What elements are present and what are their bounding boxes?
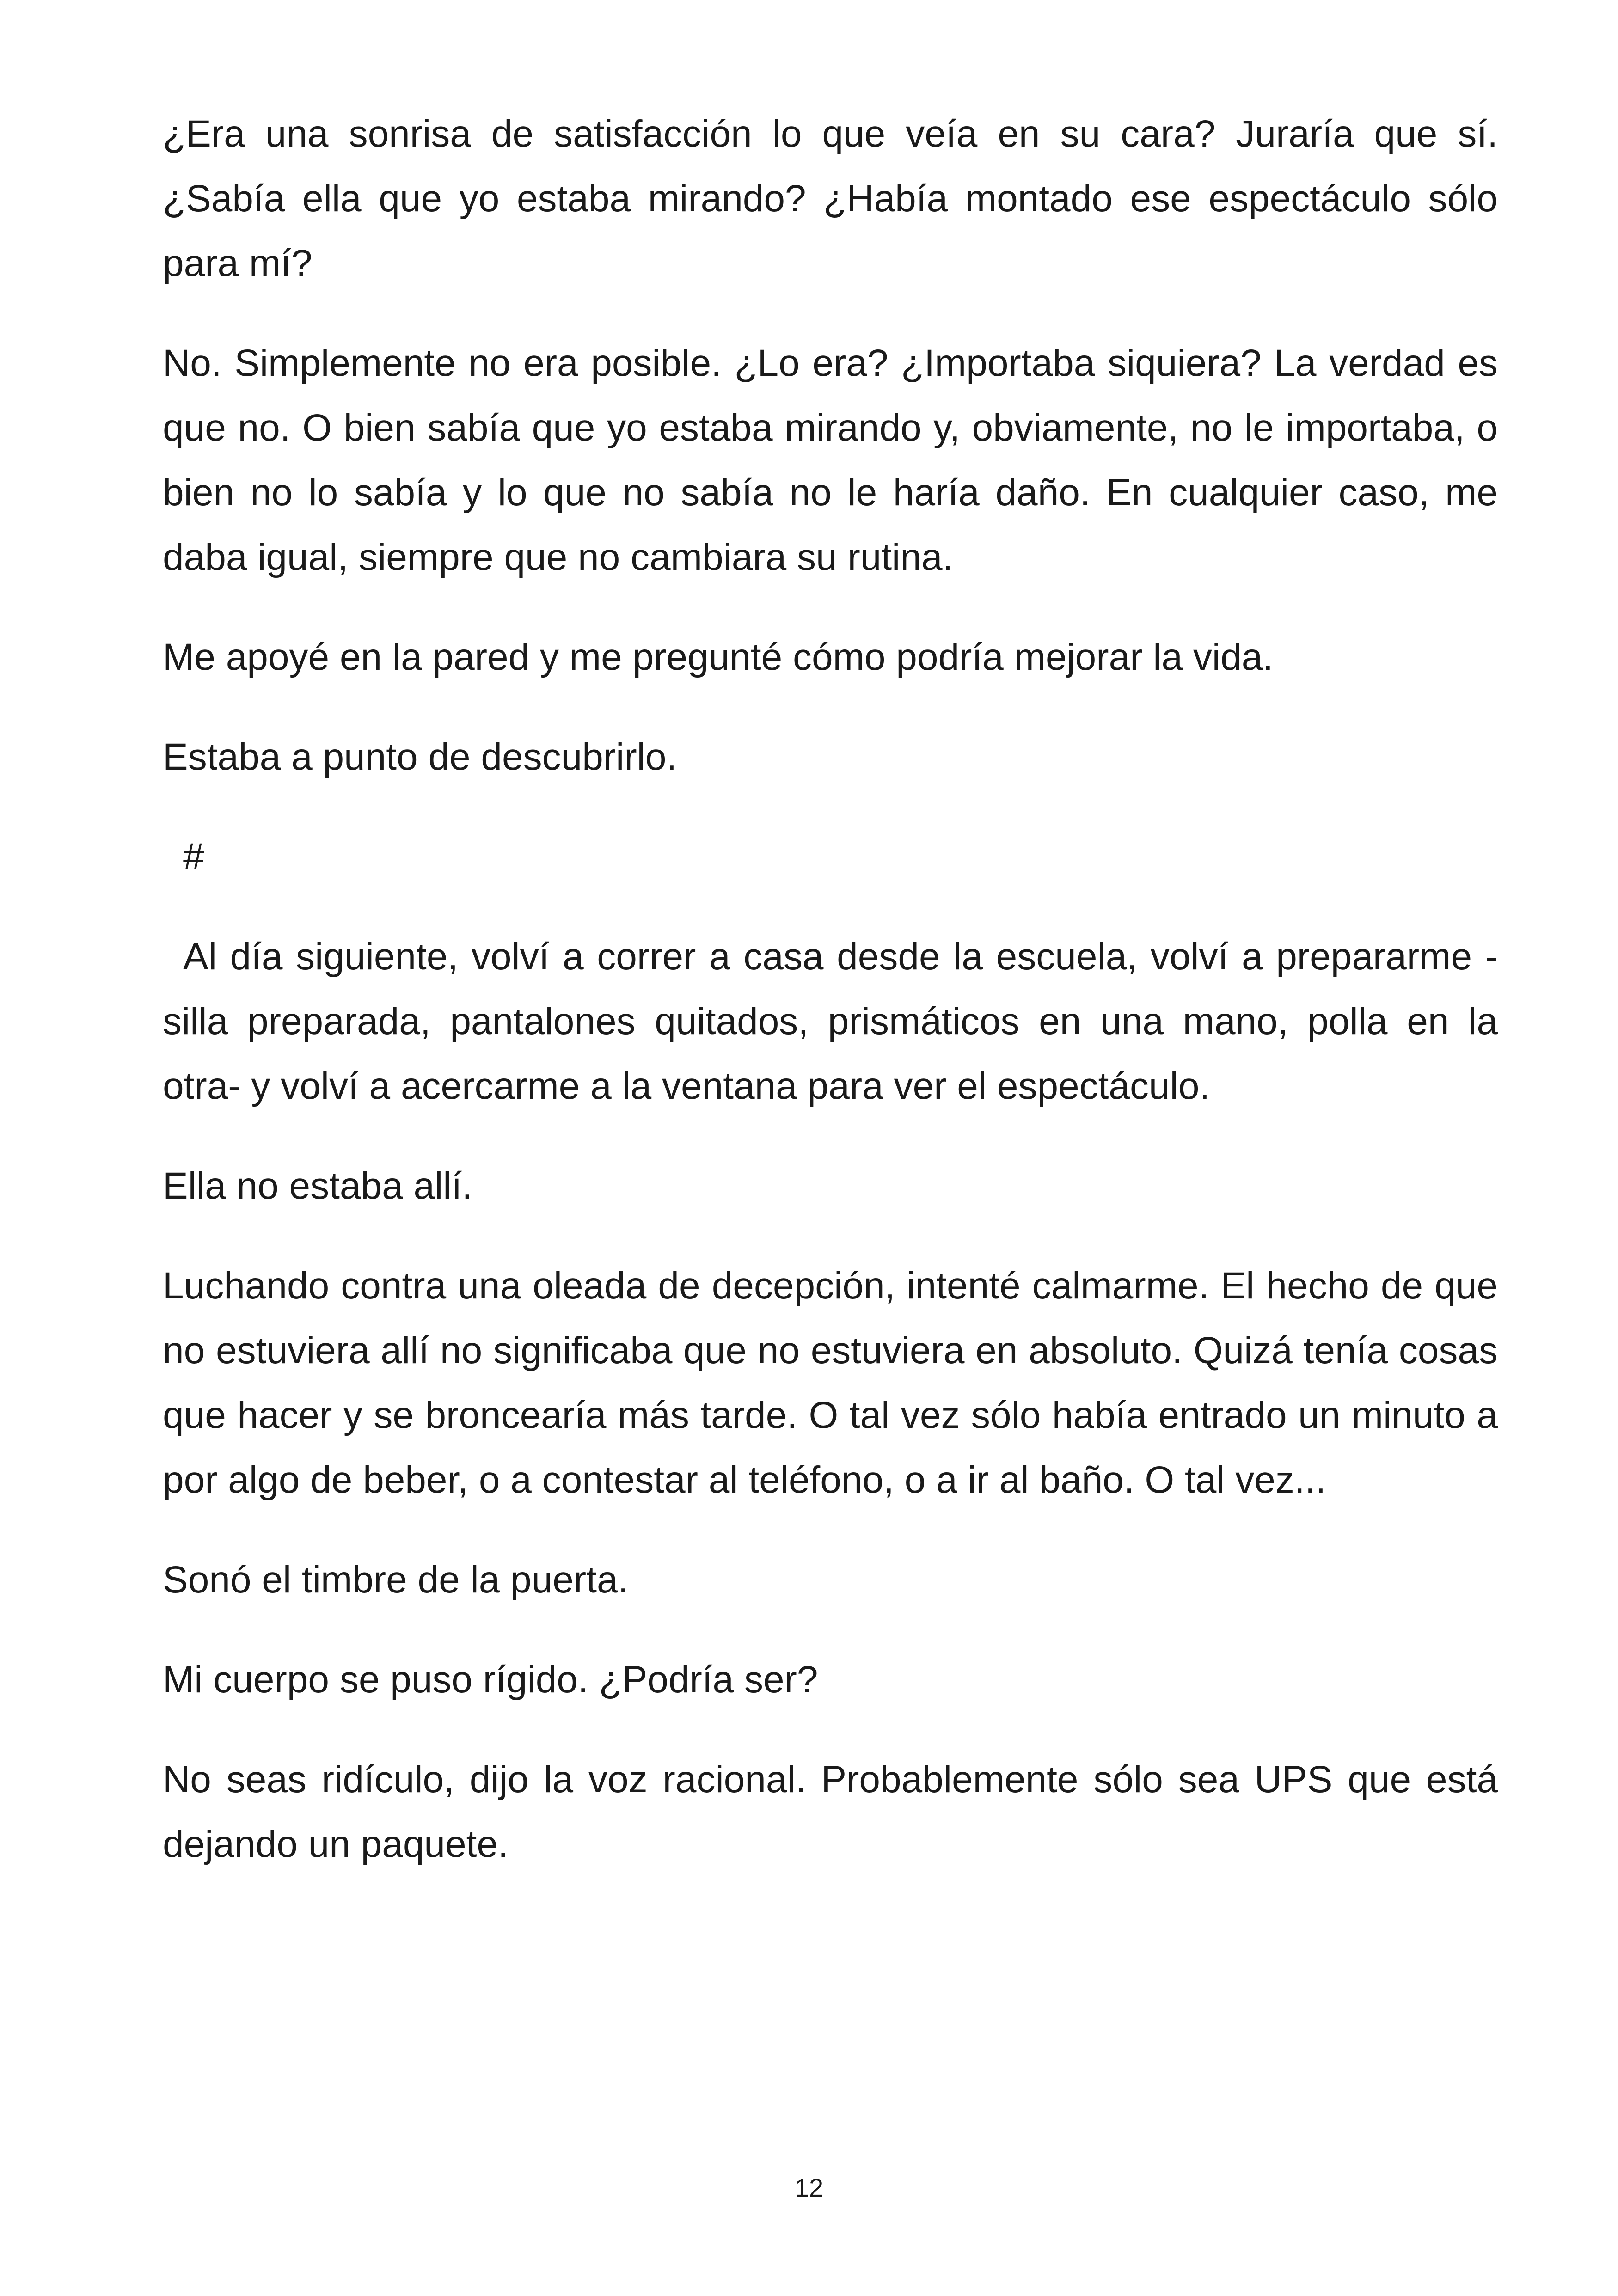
section-break: # <box>183 836 204 878</box>
paragraph: ¿Era una sonrisa de satisfacción lo que veía en su cara? Juraría que sí. ¿Sabía ella que yo estaba mirando? ¿Había montado ese espectáculo sólo para mí? <box>163 113 1498 284</box>
body-text <box>163 102 1498 1912</box>
paragraph: Ella no estaba allí. <box>163 1165 473 1207</box>
paragraph: No seas ridículo, dijo la voz racional. Probablemente sólo sea UPS que está dejando un paquete. <box>163 1758 1498 1865</box>
paragraph: Sonó el timbre de la puerta. <box>163 1559 629 1601</box>
paragraph: Mi cuerpo se puso rígido. ¿Podría ser? <box>163 1659 818 1701</box>
paragraph: Estaba a punto de descubrirlo. <box>163 736 677 778</box>
page-number: 12 <box>794 2173 824 2202</box>
paragraph: Luchando contra una oleada de decepción, intenté calmarme. El hecho de que no estuviera allí no significaba que no estuviera en absoluto. Quizá tenía cosas que hacer y se broncearía más tarde. O tal vez sólo había entrado un minuto a por algo de beber, o a contestar al teléfono, o a ir al baño. O tal vez... <box>163 1265 1498 1501</box>
paragraph: Al día siguiente, volví a correr a casa desde la escuela, volví a prepararme -silla preparada, pantalones quitados, prismáticos en una mano, polla en la otra- y volví a acercarme a la ventana para ver el espectáculo. <box>163 936 1498 1107</box>
paragraph: Me apoyé en la pared y me pregunté cómo podría mejorar la vida. <box>163 636 1274 678</box>
paragraph: No. Simplemente no era posible. ¿Lo era? ¿Importaba siquiera? La verdad es que no. O bien sabía que yo estaba mirando y, obviamente, no le importaba, o bien no lo sabía y lo que no sabía no le haría daño. En cualquier caso, me daba igual, siempre que no cambiara su rutina. <box>163 342 1498 578</box>
